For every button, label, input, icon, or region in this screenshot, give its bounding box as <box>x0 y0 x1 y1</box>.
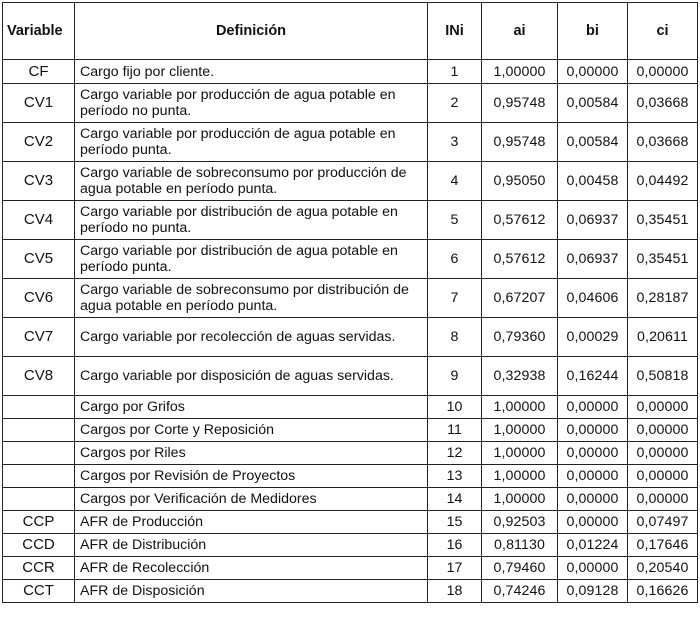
cell-definicion: Cargo fijo por cliente. <box>75 60 428 84</box>
cell-ci: 0,20611 <box>628 318 698 357</box>
table-row <box>3 357 698 396</box>
cell-ai: 0,95748 <box>482 123 558 162</box>
cell-ini: 4 <box>428 162 482 201</box>
cell-definicion: Cargos por Revisión de Proyectos <box>75 465 428 488</box>
cell-bi: 0,09128 <box>558 580 628 603</box>
table-row <box>3 465 698 488</box>
cell-ini: 16 <box>428 534 482 557</box>
table-row <box>3 396 698 419</box>
cell-ci: 0,00000 <box>628 488 698 511</box>
table-row <box>3 60 698 84</box>
cell-variable: CV6 <box>3 279 75 318</box>
table-row <box>3 419 698 442</box>
header-definicion: Definición <box>75 3 428 60</box>
cell-ci: 0,17646 <box>628 534 698 557</box>
cell-ci: 0,07497 <box>628 511 698 534</box>
cell-ini: 2 <box>428 84 482 123</box>
cell-bi: 0,00029 <box>558 318 628 357</box>
cell-ci: 0,03668 <box>628 123 698 162</box>
cell-ci: 0,00000 <box>628 396 698 419</box>
cell-variable: CV1 <box>3 84 75 123</box>
cell-ai: 1,00000 <box>482 442 558 465</box>
cell-ai: 0,81130 <box>482 534 558 557</box>
cell-ci: 0,20540 <box>628 557 698 580</box>
header-variable: Variable <box>3 3 75 60</box>
cell-variable: CV5 <box>3 240 75 279</box>
cell-ini: 12 <box>428 442 482 465</box>
cell-ci: 0,28187 <box>628 279 698 318</box>
header-row <box>3 3 698 60</box>
table-row <box>3 162 698 201</box>
cell-bi: 0,00000 <box>558 488 628 511</box>
table-row <box>3 123 698 162</box>
cell-ini: 1 <box>428 60 482 84</box>
cell-ci: 0,00000 <box>628 60 698 84</box>
cell-ini: 9 <box>428 357 482 396</box>
cell-definicion: Cargo variable por disposición de aguas servidas. <box>75 357 428 396</box>
cell-bi: 0,06937 <box>558 201 628 240</box>
cell-ci: 0,50818 <box>628 357 698 396</box>
cell-definicion: Cargo por Grifos <box>75 396 428 419</box>
cell-ini: 14 <box>428 488 482 511</box>
indexation-table <box>2 2 698 603</box>
cell-bi: 0,00000 <box>558 419 628 442</box>
cell-ci: 0,16626 <box>628 580 698 603</box>
cell-ci: 0,00000 <box>628 419 698 442</box>
cell-ai: 1,00000 <box>482 396 558 419</box>
cell-ci: 0,00000 <box>628 465 698 488</box>
cell-ini: 8 <box>428 318 482 357</box>
cell-definicion: AFR de Producción <box>75 511 428 534</box>
cell-bi: 0,04606 <box>558 279 628 318</box>
cell-bi: 0,00000 <box>558 465 628 488</box>
table-row <box>3 240 698 279</box>
table-row <box>3 534 698 557</box>
cell-ai: 0,79460 <box>482 557 558 580</box>
cell-bi: 0,00000 <box>558 442 628 465</box>
cell-ai: 0,74246 <box>482 580 558 603</box>
cell-bi: 0,16244 <box>558 357 628 396</box>
cell-definicion: Cargos por Verificación de Medidores <box>75 488 428 511</box>
cell-bi: 0,00000 <box>558 511 628 534</box>
cell-ini: 6 <box>428 240 482 279</box>
cell-variable: CV2 <box>3 123 75 162</box>
header-ini: INi <box>428 3 482 60</box>
cell-ai: 1,00000 <box>482 419 558 442</box>
cell-ai: 0,92503 <box>482 511 558 534</box>
cell-ai: 0,79360 <box>482 318 558 357</box>
cell-definicion: AFR de Recolección <box>75 557 428 580</box>
cell-definicion: Cargo variable por distribución de agua potable en período no punta. <box>75 201 428 240</box>
cell-variable: CCR <box>3 557 75 580</box>
cell-ai: 0,95050 <box>482 162 558 201</box>
cell-ai: 1,00000 <box>482 60 558 84</box>
cell-ci: 0,35451 <box>628 201 698 240</box>
cell-variable: CF <box>3 60 75 84</box>
cell-definicion: Cargos por Riles <box>75 442 428 465</box>
cell-bi: 0,00000 <box>558 60 628 84</box>
cell-ai: 0,32938 <box>482 357 558 396</box>
table-row <box>3 442 698 465</box>
cell-ci: 0,03668 <box>628 84 698 123</box>
cell-ai: 0,57612 <box>482 240 558 279</box>
cell-ai: 0,95748 <box>482 84 558 123</box>
cell-definicion: Cargo variable de sobreconsumo por producción de agua potable en período punta. <box>75 162 428 201</box>
cell-variable: CV8 <box>3 357 75 396</box>
cell-bi: 0,00458 <box>558 162 628 201</box>
cell-definicion: AFR de Disposición <box>75 580 428 603</box>
header-ci: ci <box>628 3 698 60</box>
cell-variable: CCD <box>3 534 75 557</box>
cell-definicion: Cargo variable por recolección de aguas servidas. <box>75 318 428 357</box>
cell-ai: 0,67207 <box>482 279 558 318</box>
cell-variable <box>3 396 75 419</box>
cell-ci: 0,04492 <box>628 162 698 201</box>
cell-ini: 15 <box>428 511 482 534</box>
cell-ci: 0,35451 <box>628 240 698 279</box>
cell-variable: CV7 <box>3 318 75 357</box>
cell-ini: 18 <box>428 580 482 603</box>
cell-variable: CCP <box>3 511 75 534</box>
cell-bi: 0,00000 <box>558 396 628 419</box>
cell-ini: 11 <box>428 419 482 442</box>
cell-bi: 0,00000 <box>558 557 628 580</box>
cell-variable: CCT <box>3 580 75 603</box>
cell-definicion: Cargo variable por producción de agua potable en período punta. <box>75 123 428 162</box>
header-bi: bi <box>558 3 628 60</box>
cell-definicion: AFR de Distribución <box>75 534 428 557</box>
cell-definicion: Cargo variable de sobreconsumo por distribución de agua potable en período punta. <box>75 279 428 318</box>
table-row <box>3 511 698 534</box>
table-row <box>3 557 698 580</box>
cell-ini: 5 <box>428 201 482 240</box>
table-row <box>3 279 698 318</box>
cell-ini: 7 <box>428 279 482 318</box>
cell-definicion: Cargos por Corte y Reposición <box>75 419 428 442</box>
cell-definicion: Cargo variable por producción de agua potable en período no punta. <box>75 84 428 123</box>
cell-bi: 0,00584 <box>558 84 628 123</box>
cell-ci: 0,00000 <box>628 442 698 465</box>
cell-variable <box>3 488 75 511</box>
cell-variable: CV3 <box>3 162 75 201</box>
cell-variable <box>3 419 75 442</box>
cell-ini: 17 <box>428 557 482 580</box>
cell-variable <box>3 442 75 465</box>
cell-variable <box>3 465 75 488</box>
header-ai: ai <box>482 3 558 60</box>
cell-ini: 10 <box>428 396 482 419</box>
cell-ai: 0,57612 <box>482 201 558 240</box>
cell-ai: 1,00000 <box>482 488 558 511</box>
cell-bi: 0,00584 <box>558 123 628 162</box>
cell-definicion: Cargo variable por distribución de agua potable en período punta. <box>75 240 428 279</box>
cell-ini: 13 <box>428 465 482 488</box>
cell-variable: CV4 <box>3 201 75 240</box>
table-row <box>3 318 698 357</box>
cell-ini: 3 <box>428 123 482 162</box>
cell-ai: 1,00000 <box>482 465 558 488</box>
cell-bi: 0,06937 <box>558 240 628 279</box>
cell-bi: 0,01224 <box>558 534 628 557</box>
table-row <box>3 84 698 123</box>
table-row <box>3 201 698 240</box>
table-row <box>3 580 698 603</box>
table-row <box>3 488 698 511</box>
